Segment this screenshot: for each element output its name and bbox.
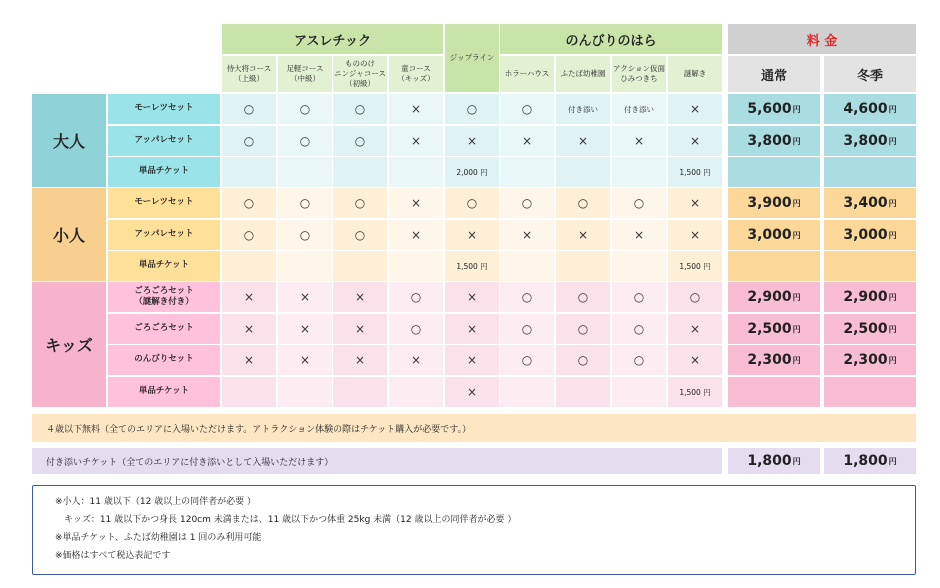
cell-value: × — [222, 314, 276, 344]
row-label: 単品チケット — [108, 251, 220, 281]
price-normal — [728, 126, 820, 156]
yen-unit: 円 — [792, 355, 801, 365]
cell-value — [500, 377, 554, 407]
header-price: 料 金 — [728, 24, 916, 54]
price-value: 2,500 — [747, 321, 792, 337]
cell-value: × — [445, 345, 499, 375]
cell-value: ○ — [222, 126, 276, 156]
row-label: ごろごろセット — [108, 314, 220, 344]
notes-box — [32, 485, 916, 575]
cell-value: × — [278, 314, 332, 344]
note-line: ※単品チケット、ふたば幼稚園は 1 回のみ利用可能 — [55, 533, 262, 543]
cell-value: ○ — [278, 126, 332, 156]
cell-value: × — [500, 126, 554, 156]
price-normal — [728, 377, 820, 407]
column-header: ふたば幼稚園 — [556, 56, 610, 92]
companion-ticket-label: 付き添いチケット（全てのエリアに付き添いとして入場いただけます） — [32, 448, 722, 474]
cell-value: ○ — [500, 94, 554, 124]
companion-price-winter — [824, 448, 916, 474]
price-value: 4,600 — [843, 101, 888, 117]
price-value: 1,800 — [843, 453, 888, 469]
price-winter — [824, 94, 916, 124]
price-value: 2,900 — [843, 289, 888, 305]
yen-unit: 円 — [888, 198, 897, 208]
yen-unit: 円 — [792, 104, 801, 114]
cell-value: × — [389, 94, 443, 124]
cell-value: ○ — [668, 282, 722, 312]
cell-value — [389, 251, 443, 281]
column-header: もののけ ニンジャコース （初級） — [333, 56, 387, 92]
row-label: ごろごろセット （謎解き付き） — [108, 282, 220, 312]
price-value: 3,800 — [747, 133, 792, 149]
cell-value: × — [668, 126, 722, 156]
cell-value — [612, 251, 666, 281]
cell-value: × — [668, 220, 722, 250]
price-normal — [728, 157, 820, 187]
row-label: アッパレセット — [108, 126, 220, 156]
cell-value: ○ — [556, 188, 610, 218]
cell-value: × — [445, 314, 499, 344]
cell-value: × — [668, 94, 722, 124]
column-header: ホラーハウス — [500, 56, 554, 92]
cell-value: ○ — [333, 188, 387, 218]
header-zipline: ジップライン — [445, 24, 499, 92]
price-normal — [728, 282, 820, 312]
companion-price-normal — [728, 448, 820, 474]
header-nonbiri: のんびりのはら — [500, 24, 722, 54]
cell-value: 1,500 円 — [668, 157, 722, 187]
cell-value: ○ — [556, 345, 610, 375]
cell-value: ○ — [445, 94, 499, 124]
cell-value: ○ — [500, 345, 554, 375]
yen-unit: 円 — [792, 456, 801, 466]
cell-value: ○ — [278, 188, 332, 218]
column-header: 足軽コース （中級） — [278, 56, 332, 92]
cell-value — [333, 157, 387, 187]
cell-value: ○ — [500, 282, 554, 312]
price-value: 2,300 — [747, 352, 792, 368]
price-value: 2,300 — [843, 352, 888, 368]
cell-value: 1,500 円 — [445, 251, 499, 281]
price-value: 3,000 — [843, 227, 888, 243]
yen-unit: 円 — [888, 456, 897, 466]
cell-value: × — [612, 126, 666, 156]
price-normal — [728, 188, 820, 218]
cell-value: ○ — [612, 314, 666, 344]
price-winter — [824, 377, 916, 407]
cell-value: ○ — [222, 94, 276, 124]
row-label: モーレツセット — [108, 94, 220, 124]
cell-value: × — [445, 220, 499, 250]
price-normal — [728, 345, 820, 375]
price-winter — [824, 126, 916, 156]
cell-value — [222, 251, 276, 281]
yen-unit: 円 — [888, 104, 897, 114]
cell-value: ○ — [500, 314, 554, 344]
cell-value — [389, 377, 443, 407]
price-value: 1,800 — [747, 453, 792, 469]
cell-value — [556, 157, 610, 187]
price-value: 5,600 — [747, 101, 792, 117]
cell-value: ○ — [500, 188, 554, 218]
cell-value: × — [445, 126, 499, 156]
cell-value — [500, 251, 554, 281]
price-winter — [824, 314, 916, 344]
cell-value: 2,000 円 — [445, 157, 499, 187]
cell-value: × — [668, 345, 722, 375]
cell-value: ○ — [278, 94, 332, 124]
cell-value: × — [389, 220, 443, 250]
cell-value — [333, 377, 387, 407]
cell-value — [500, 157, 554, 187]
category-label: キッズ — [32, 282, 106, 407]
row-label: 単品チケット — [108, 157, 220, 187]
cell-value: × — [445, 282, 499, 312]
cell-value: ○ — [556, 282, 610, 312]
cell-value — [556, 377, 610, 407]
price-normal — [728, 251, 820, 281]
cell-value: × — [333, 345, 387, 375]
price-winter — [824, 282, 916, 312]
cell-value — [389, 157, 443, 187]
cell-value: × — [278, 282, 332, 312]
cell-value: × — [668, 188, 722, 218]
price-value: 3,400 — [843, 195, 888, 211]
cell-value: × — [389, 126, 443, 156]
cell-value: ○ — [389, 282, 443, 312]
price-column-header: 通常 — [728, 56, 820, 92]
column-header: 童コース （キッズ） — [389, 56, 443, 92]
yen-unit: 円 — [888, 230, 897, 240]
cell-value: × — [222, 282, 276, 312]
cell-value: ○ — [612, 345, 666, 375]
cell-value — [612, 157, 666, 187]
cell-value: × — [222, 345, 276, 375]
cell-value: ○ — [612, 282, 666, 312]
yen-unit: 円 — [792, 324, 801, 334]
cell-value: ○ — [556, 314, 610, 344]
cell-value: ○ — [333, 94, 387, 124]
cell-value: ○ — [389, 314, 443, 344]
column-header: アクション仮面 ひみつきち — [612, 56, 666, 92]
yen-unit: 円 — [792, 198, 801, 208]
cell-value: × — [278, 345, 332, 375]
cell-value: ○ — [333, 126, 387, 156]
price-winter — [824, 345, 916, 375]
cell-value: 付き添い — [612, 94, 666, 124]
price-value: 2,500 — [843, 321, 888, 337]
cell-value — [556, 251, 610, 281]
free-entry-note: ４歳以下無料（全てのエリアに入場いただけます。アトラクション体験の際はチケット購入が必要です。） — [32, 414, 916, 442]
price-value: 3,900 — [747, 195, 792, 211]
cell-value: ○ — [278, 220, 332, 250]
cell-value — [222, 157, 276, 187]
price-normal — [728, 94, 820, 124]
cell-value — [222, 377, 276, 407]
cell-value: × — [556, 220, 610, 250]
cell-value: ○ — [333, 220, 387, 250]
note-line: キッズ：11 歳以下かつ身長 120cm 未満または、11 歳以下かつ体重 25kg 未満（12 歳以上の同伴者が必要 ） — [55, 515, 517, 525]
price-winter — [824, 220, 916, 250]
note-line: ※小人：11 歳以下（12 歳以上の同伴者が必要 ） — [55, 497, 257, 507]
cell-value — [278, 251, 332, 281]
price-value: 3,800 — [843, 133, 888, 149]
price-winter — [824, 251, 916, 281]
yen-unit: 円 — [888, 136, 897, 146]
yen-unit: 円 — [792, 292, 801, 302]
price-winter — [824, 157, 916, 187]
header-athletic: アスレチック — [222, 24, 443, 54]
row-label: 単品チケット — [108, 377, 220, 407]
row-label: モーレツセット — [108, 188, 220, 218]
row-label: アッパレセット — [108, 220, 220, 250]
cell-value: 1,500 円 — [668, 377, 722, 407]
price-value: 2,900 — [747, 289, 792, 305]
category-label: 大人 — [32, 94, 106, 187]
yen-unit: 円 — [888, 324, 897, 334]
cell-value: × — [668, 314, 722, 344]
cell-value: ○ — [222, 188, 276, 218]
price-winter — [824, 188, 916, 218]
note-line: ※価格はすべて税込表記です — [55, 551, 171, 561]
cell-value — [612, 377, 666, 407]
cell-value: × — [612, 220, 666, 250]
price-value: 3,000 — [747, 227, 792, 243]
price-column-header: 冬季 — [824, 56, 916, 92]
cell-value — [278, 377, 332, 407]
cell-value: × — [445, 377, 499, 407]
cell-value: ○ — [222, 220, 276, 250]
cell-value: ○ — [445, 188, 499, 218]
price-normal — [728, 314, 820, 344]
yen-unit: 円 — [792, 136, 801, 146]
cell-value: 付き添い — [556, 94, 610, 124]
cell-value: × — [333, 282, 387, 312]
cell-value: × — [389, 345, 443, 375]
cell-value: × — [500, 220, 554, 250]
price-normal — [728, 220, 820, 250]
category-label: 小人 — [32, 188, 106, 281]
cell-value: 1,500 円 — [668, 251, 722, 281]
yen-unit: 円 — [888, 355, 897, 365]
cell-value: × — [556, 126, 610, 156]
cell-value — [278, 157, 332, 187]
cell-value: × — [333, 314, 387, 344]
column-header: 侍大将コース （上級） — [222, 56, 276, 92]
cell-value: ○ — [612, 188, 666, 218]
column-header: 謎解き — [668, 56, 722, 92]
row-label: のんびりセット — [108, 345, 220, 375]
yen-unit: 円 — [792, 230, 801, 240]
yen-unit: 円 — [888, 292, 897, 302]
cell-value — [333, 251, 387, 281]
cell-value: × — [389, 188, 443, 218]
